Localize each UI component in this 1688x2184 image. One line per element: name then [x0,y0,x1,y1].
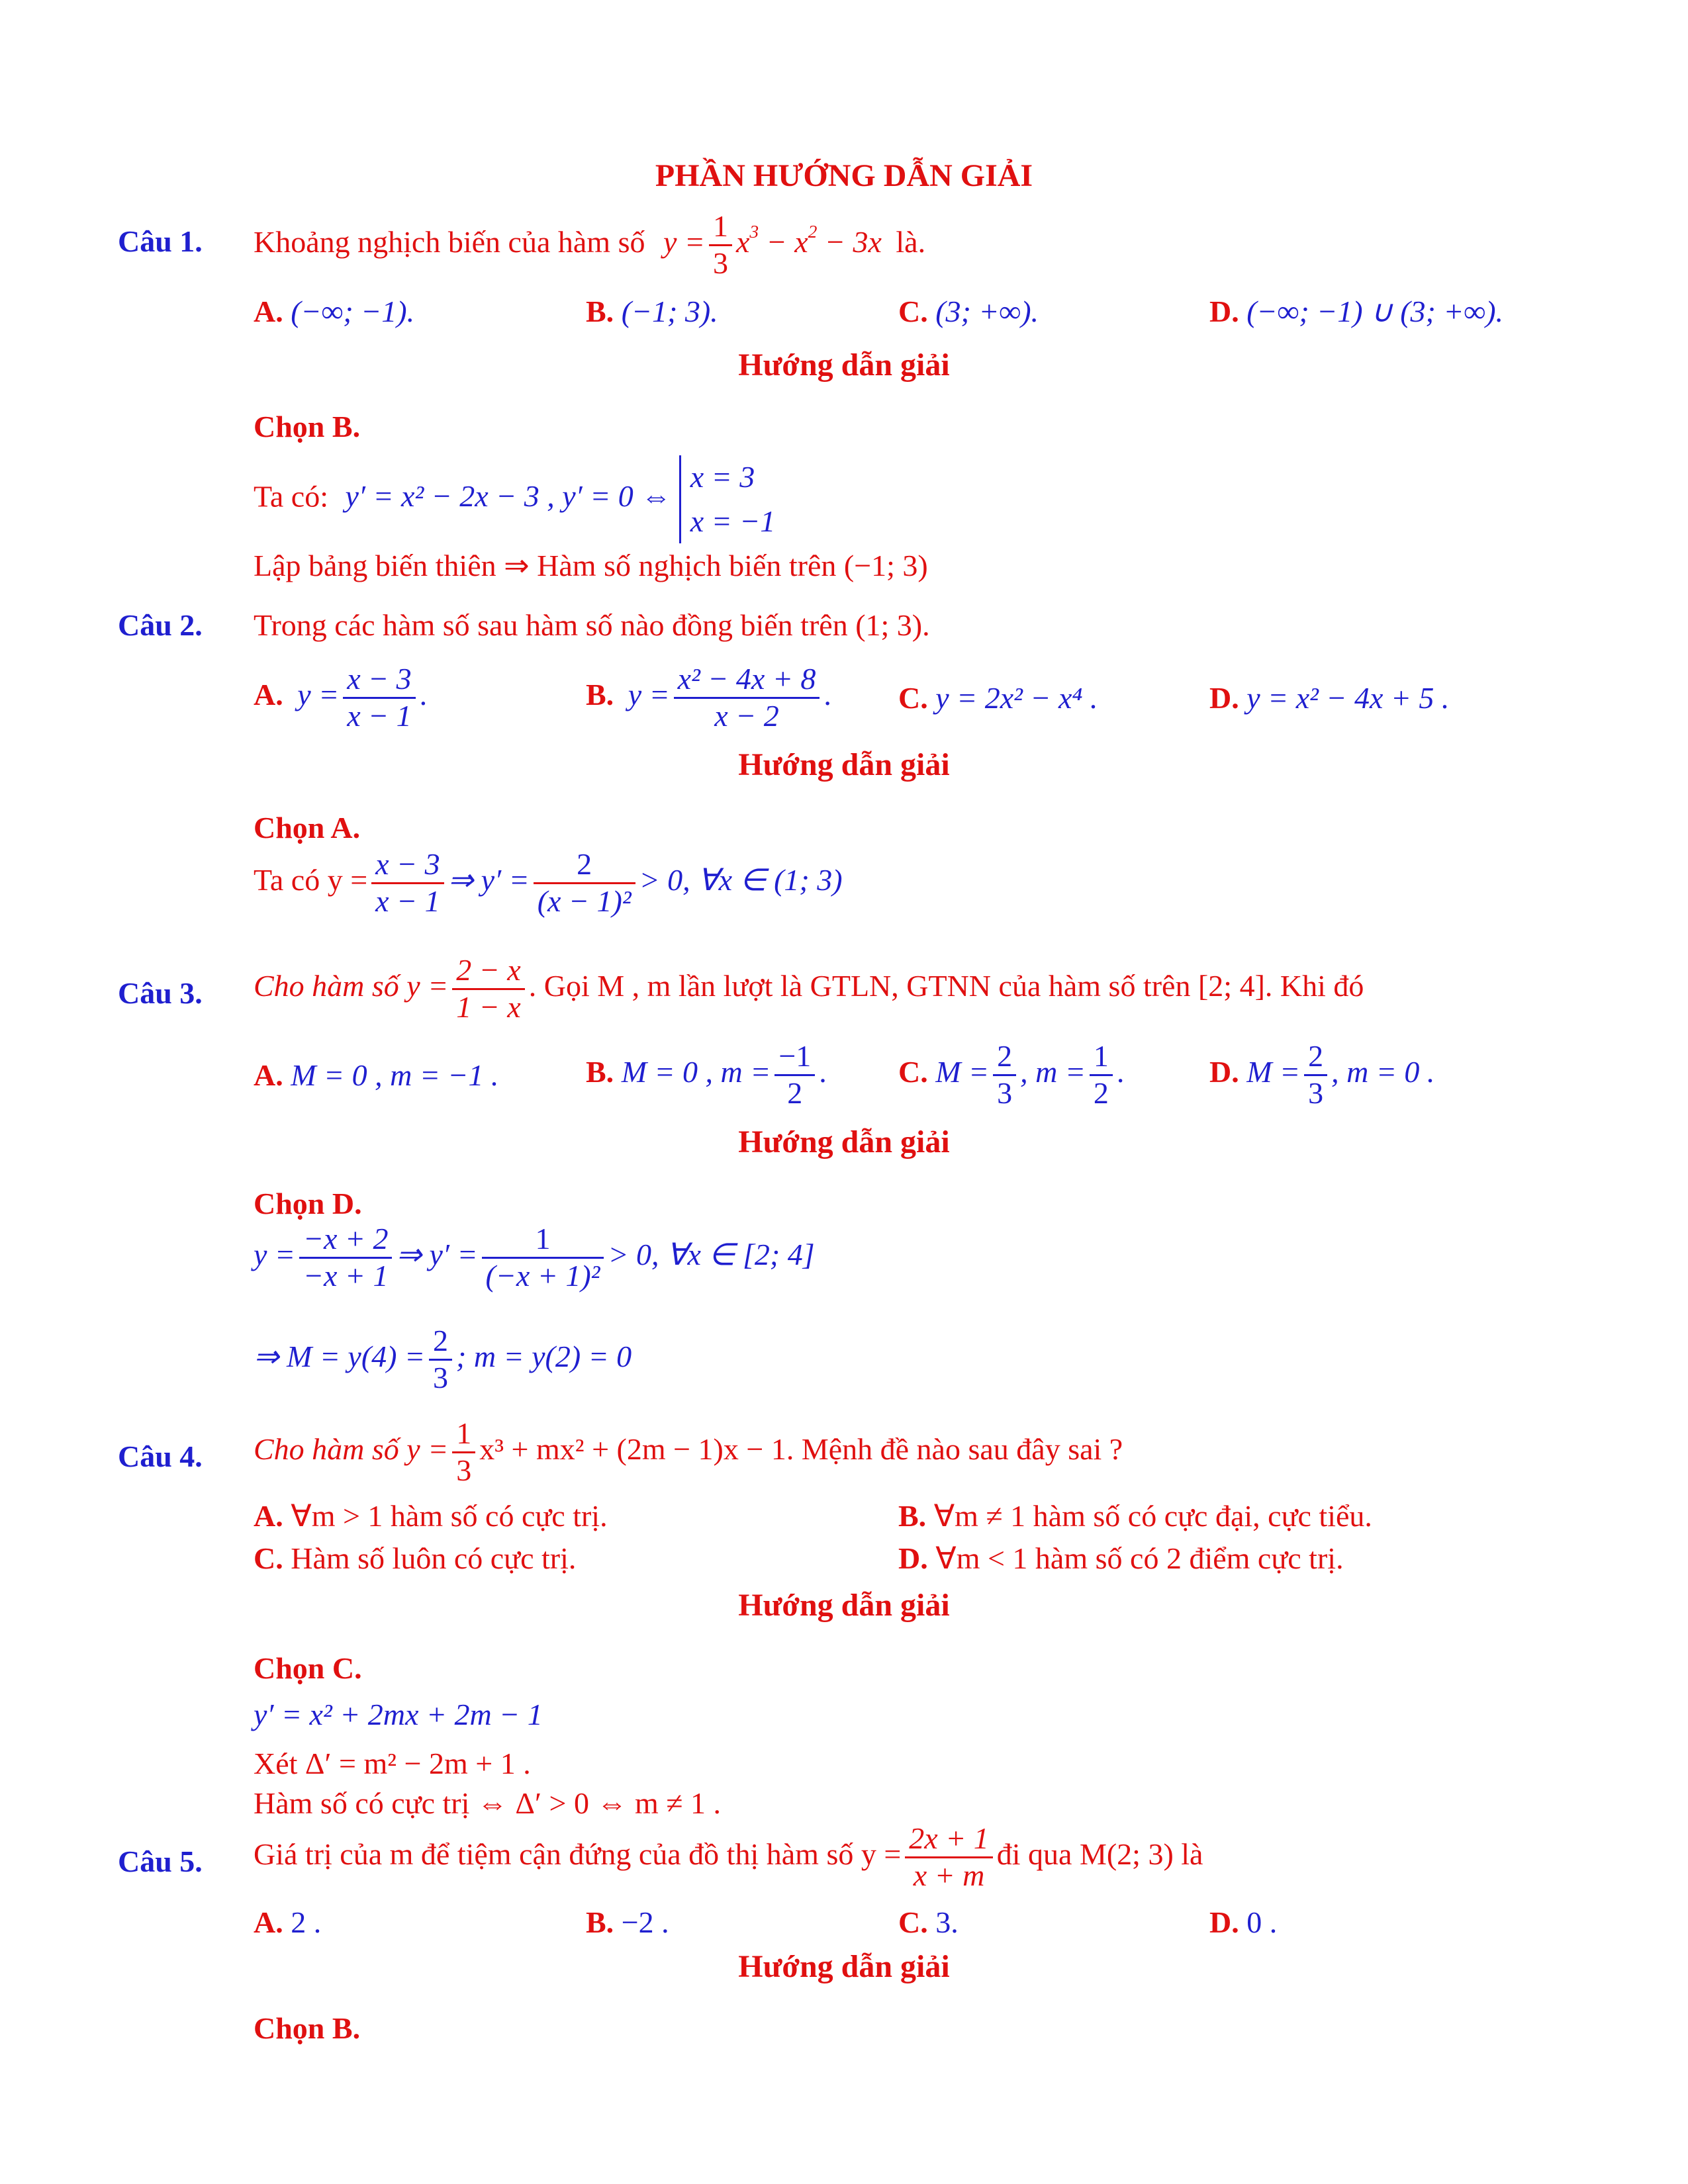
question-5-label: Câu 5. [118,1844,203,1878]
q1-conclusion: Lập bảng biến thiên ⇒ Hàm số nghịch biến trên (−1; 3) [254,549,928,582]
q2-option-b: B. y = $\frac{\text{x² − 4x + 8}}{x - 2}$ . [586,662,831,733]
question-4-text: Cho hàm số y = $\frac{1}{3}$ x³ + mx² + (2m − 1)x − 1. Mệnh đề nào sau đây sai ? [254,1416,1123,1487]
q3-option-c: C. M = $\frac{2}{3}$ , m = $\frac{1}{2}$ . [898,1039,1125,1110]
q1-answer: Chọn B. [254,410,361,443]
q4-answer: Chọn C. [254,1651,362,1685]
q2-option-a: A. y = $\frac{x - 3}{x - 1}$ . [254,662,428,733]
q1-option-c: C. (3; +∞). [898,295,1039,328]
question-1-stem: Khoảng nghịch biến của hàm số [254,224,645,259]
q2-option-d: D. y = x² − 4x + 5 . [1209,681,1450,715]
question-5-text: Giá trị của m để tiệm cận đứng của đồ thị hàm số y = $\frac{2x + 1}{x + m}$ đi qua M(2; 3) là [254,1821,1203,1892]
q3-solution-line-1: y = $\frac{-x + 2}{-x + 1}$ ⇒ y′ = $\frac{1}{\text{(−x + 1)²}}$ > 0, ∀x ∈ [2; 4] [254,1222,815,1293]
q3-option-a: A. M = 0 , m = −1 . [254,1058,499,1092]
q4-option-c: C. Hàm số luôn có cực trị. [254,1541,577,1575]
q3-option-d: D. M = $\frac{2}{3}$ , m = 0 . [1209,1039,1435,1110]
question-2-label: Câu 2. [118,608,203,642]
q1-option-d: D. (−∞; −1) ∪ (3; +∞). [1209,295,1504,328]
question-1-label: Câu 1. [118,224,203,258]
q4-solution-line-1: y′ = x² + 2mx + 2m − 1 [254,1698,543,1731]
q2-option-c: C. y = 2x² − x⁴ . [898,681,1098,715]
q4-solution-line-3: Hàm số có cực trị ⇔ Δ′ > 0 ⇔ m ≠ 1 . [254,1786,721,1820]
q5-guide-heading: Hướng dẫn giải [738,1949,950,1984]
q5-option-d: D. 0 . [1209,1905,1278,1939]
question-3-text: Cho hàm số y = $\frac{2 - x}{1 - x}$ . Gọi M , m lần lượt là GTLN, GTNN của hàm số trên [2; 4]. Khi đó [254,953,1364,1024]
q1-solution-derivative: Ta có: y′ = x² − 2x − 3 , y′ = 0 ⇔ x = 3 x = −1 [254,455,775,543]
question-1-tail: là. [896,224,926,259]
q4-option-a: A. ∀m > 1 hàm số có cực trị. [254,1499,608,1533]
question-2-text: Trong các hàm số sau hàm số nào đồng biến trên (1; 3). [254,608,930,642]
q1-guide-heading: Hướng dẫn giải [738,347,950,383]
q2-guide-heading: Hướng dẫn giải [738,747,950,782]
q2-answer: Chọn A. [254,811,361,844]
q1-option-b: B. (−1; 3). [586,295,718,328]
q3-answer: Chọn D. [254,1187,362,1220]
question-1-text: Khoảng nghịch biến của hàm số y = $\frac{1}{3}$ $x^3 - x^2 - 3x$ là. [254,209,926,280]
q3-guide-heading: Hướng dẫn giải [738,1124,950,1160]
q5-answer: Chọn B. [254,2011,361,2045]
page-title: PHẦN HƯỚNG DẪN GIẢI [655,158,1033,193]
q5-option-b: B. −2 . [586,1905,669,1939]
q4-guide-heading: Hướng dẫn giải [738,1588,950,1623]
q4-solution-line-2: Xét Δ′ = m² − 2m + 1 . [254,1747,531,1780]
q4-option-b: B. ∀m ≠ 1 hàm số có cực đại, cực tiểu. [898,1499,1372,1533]
q5-option-c: C. 3. [898,1905,959,1939]
q5-option-a: A. 2 . [254,1905,322,1939]
q1-option-a: A. (−∞; −1). [254,295,415,328]
q3-solution-line-2: ⇒ M = y(4) = $\frac{2}{3}$ ; m = y(2) = 0 [254,1324,632,1394]
question-4-label: Câu 4. [118,1439,203,1473]
question-3-label: Câu 3. [118,976,203,1010]
question-1-fraction: $\frac{1}{3}$ [709,209,732,281]
q1-root-bracket: x = 3 x = −1 [679,455,776,543]
q2-solution: Ta có y = $\frac{x - 3}{x - 1}$ ⇒ y′ = $\frac{2}{\text{(x − 1)²}}$ > 0, ∀x ∈ (1; 3) [254,847,843,918]
q4-option-d: D. ∀m < 1 hàm số có 2 điểm cực trị. [898,1541,1344,1575]
q3-option-b: B. M = 0 , m = $\frac{-1}{2}$ . [586,1039,827,1110]
